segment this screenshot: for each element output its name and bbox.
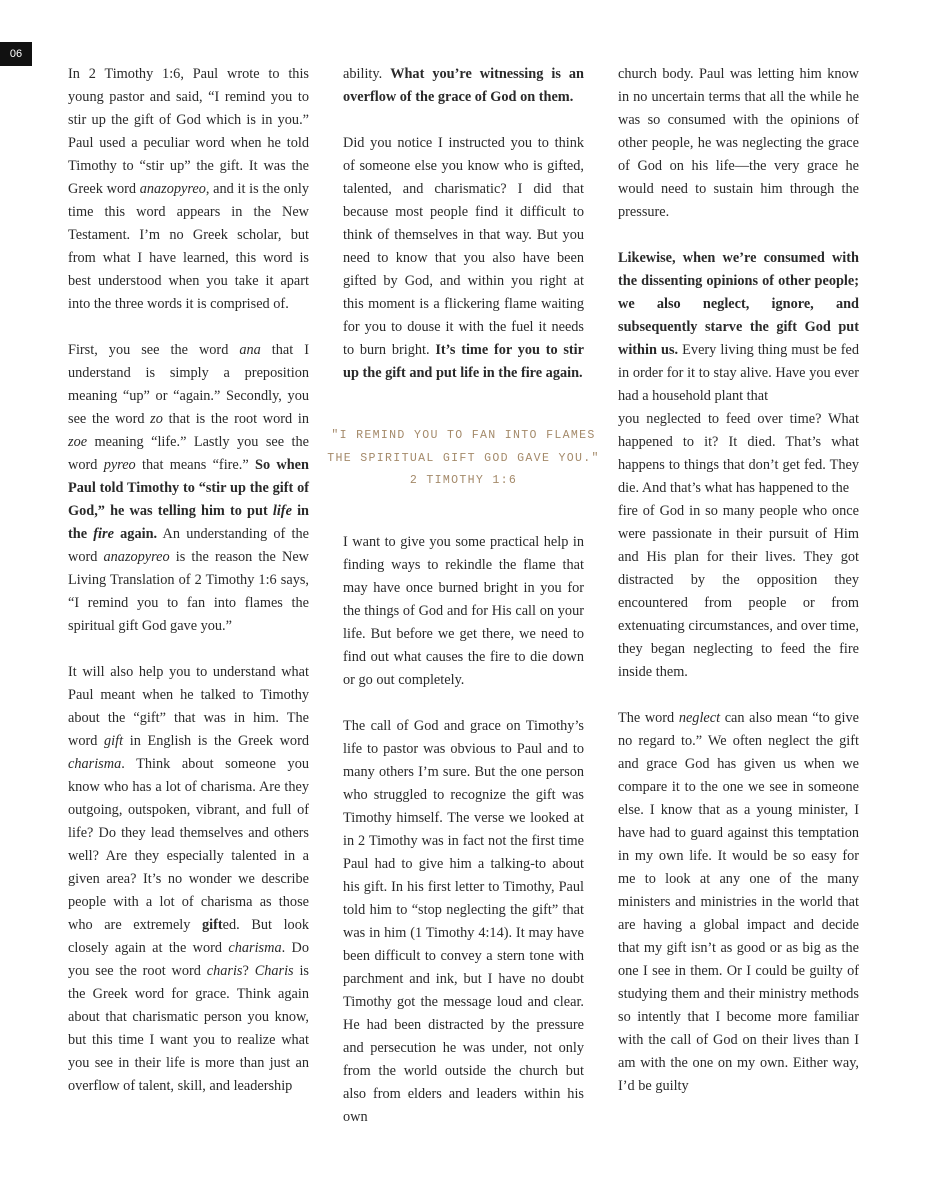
paragraph: fire of God in so many people who once were passionate in their pursuit of Him and His plan for their lives. They got distracted by the opposition they encountered from people or from extenuating circumstances, and over time, they began neglecting to feed the fire inside them. [618,503,859,680]
paragraph: It will also help you to understand what Paul meant when he talked to Timothy about the “gift” that was in him. The word gift in English is the Greek word charisma. Think about someone you know who has a lot of charisma. Are they outgoing, outspoken, vibrant, and full of life? Do they lead themselves and others well? Are they especially talented in a given area? It’s no wonder we describe people with a lot of charisma as those who are extremely gifted. But look closely again at the word charisma. Do you see the root word charis? Charis is the Greek word for grace. Think again about that charismatic person you know, but this time I want you to realize what you see in their life is more than just an overflow of talent, skill, and leadership [68,664,309,1094]
paragraph: The word neglect can also mean “to give no regard to.” We often neglect the gift and grace God has given us when we compare it to the one we see in someone else. I know that as a young minister, I have had to guard against this temptation in my own life. It would be so easy for me to look at any one of the many ministers and ministries in the world that are having a global impact and decide that my gift isn’t as good or as big as the one I see in them. Or I could be guilty of studying them and their ministry methods so intently that I become more familiar with the call of God on their lives than I am with the one on my own. Either way, I’d be guilty [618,710,859,1094]
column-1 [68,63,309,1098]
pull-quote [323,425,604,493]
paragraph: church body. Paul was letting him know in no uncertain terms that all the while he was so consumed with the opinions of other people, he was neglecting the grace of God on his life—the very grace he would need to sustain him through the pressure. [618,66,859,220]
column-3 [618,63,859,1098]
column-2 [327,63,600,1129]
paragraph: In 2 Timothy 1:6, Paul wrote to this young pastor and said, “I remind you to stir up the gift of God which is in you.” Paul used a peculiar word when he told Timothy to “stir up” the gift. It was the Greek word anazopyreo, and it is the only time this word appears in the New Testament. I’m no Greek scholar, but from what I have learned, this word is best understood when you take it apart into the three words it is comprised of. [68,66,309,312]
paragraph: Did you notice I instructed you to think of someone else you know who is gifted, talented, and charismatic? I did that because most people find it difficult to think of themselves in that way. But you need to know that you also have been gifted by God, and within you right at this moment is a flickering flame waiting for you to douse it with the fuel it needs to burn bright. It’s time for you to stir up the gift and put life in the fire again. [343,135,585,381]
paragraph: Likewise, when we’re consumed with the dissenting opinions of other people; we also neglect, ignore, and subsequently starve the gift God put within us. Every living thing must be fed in order for it to stay alive. Have you ever had a household plant that [618,250,859,404]
pull-quote-line: "I REMIND YOU TO FAN INTO FLAMES [331,429,596,442]
paragraph: ability. What you’re witnessing is an overflow of the grace of God on them. [343,66,584,105]
page-number: 06 [0,42,32,66]
pull-quote-line: THE SPIRITUAL GIFT GOD GAVE YOU." [327,451,600,465]
paragraph: First, you see the word ana that I understand is simply a preposition meaning “up” or “again.” Secondly, you see the word zo that is the root word in zoe meaning “life.” Lastly you see the word pyreo that means “fire.” So when Paul told Timothy to “stir up the gift of God,” he was telling him to put life in the fire again. An understanding of the word anazopyreo is the reason the New Living Translation of 2 Timothy 1:6 says, “I remind you to fan into flames the spiritual gift God gave you.” [68,342,309,634]
paragraph: The call of God and grace on Timothy’s life to pastor was obvious to Paul and to many others I’m sure. But the one person who struggled to recognize the gift was Timothy himself. The verse we looked at in 2 Timothy was in fact not the first time Paul had to give him a talking-to about his gift. In his first letter to Timothy, Paul told him to “stop neglecting the gift” that was in him (1 Timothy 4:14). It may have been difficult to convey a stern tone with parchment and ink, but I have no doubt Timothy got the message loud and clear. He had been distracted by the pressure and persecution he was under, not only from the world outside the church but also from elders and leaders within his own [343,717,584,1125]
paragraph: I want to give you some practical help in finding ways to rekindle the flame that may have once burned bright in you for the things of God and for His call on your life. But before we get there, we need to find out what causes the fire to die down or go out completely. [343,533,584,688]
pull-quote-citation: 2 TIMOTHY 1:6 [409,474,518,487]
paragraph-indented: you neglected to feed over time? What happened to it? It died. That’s what happens to things that don’t get fed. They die. And that’s what has happened to the [618,411,859,496]
